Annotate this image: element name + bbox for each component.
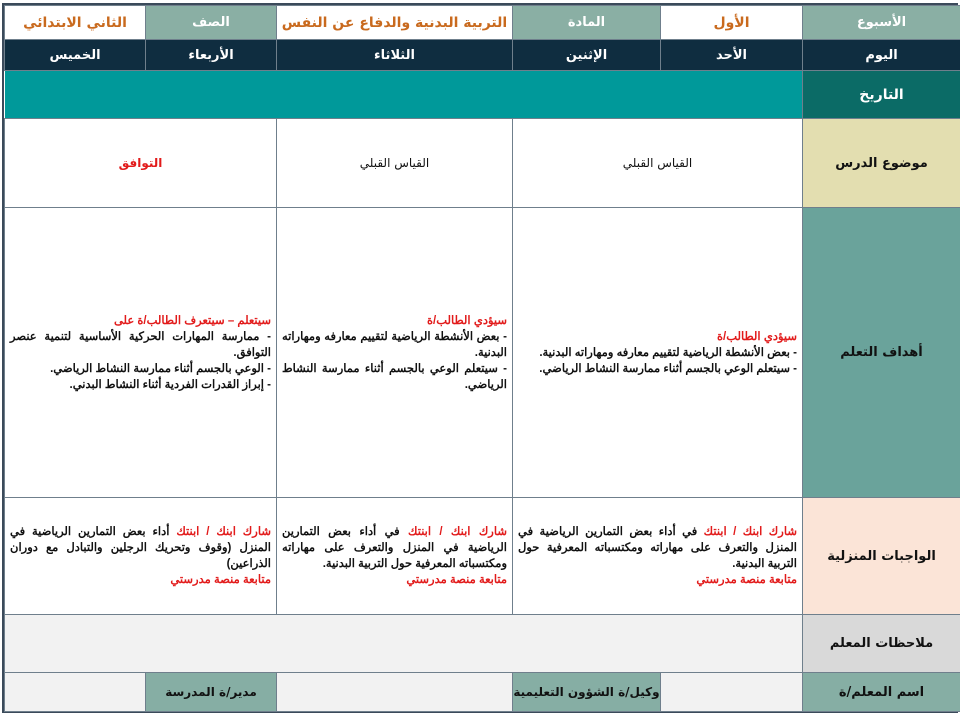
subject-value[interactable]: التربية البدنية والدفاع عن النفس — [277, 6, 513, 40]
homework-label: الواجبات المنزلية — [803, 498, 960, 615]
homework-sun-mon[interactable] — [513, 498, 803, 615]
homework-tuesday[interactable] — [277, 498, 513, 615]
date-row — [5, 71, 960, 119]
homework-text: في أداء بعض التمارين الرياضية في المنزل والتعرف على مهاراته ومكتسباته المعرفية حول التربية البدنية. — [282, 526, 507, 570]
notes-field[interactable] — [5, 615, 803, 673]
homework-follow: متابعة منصة مدرستي — [170, 574, 271, 586]
day-label: اليوم — [803, 40, 960, 71]
topic-sun-mon[interactable]: القياس القبلي — [513, 119, 803, 208]
goal-item: - سيتعلم الوعي بالجسم أثناء ممارسة النشاط الرياضي. — [282, 362, 507, 391]
goal-item: - الوعي بالجسم أثناء ممارسة النشاط الرياضي. — [50, 362, 271, 375]
deputy-label: وكيل/ة الشؤون التعليمية — [513, 673, 661, 712]
homework-follow: متابعة منصة مدرستي — [696, 574, 797, 586]
topic-tuesday[interactable]: القياس القبلي — [277, 119, 513, 208]
topic-row — [5, 119, 960, 208]
teacher-name-label: اسم المعلم/ة — [803, 673, 960, 712]
homework-follow: متابعة منصة مدرستي — [406, 574, 507, 586]
date-field[interactable] — [5, 71, 803, 119]
lesson-plan-sheet — [2, 3, 958, 713]
header-row — [5, 6, 960, 40]
notes-label: ملاحظات المعلم — [803, 615, 960, 673]
homework-lead: شارك ابنك / ابنتك — [703, 526, 797, 538]
day-tuesday: الثلاثاء — [277, 40, 513, 71]
goals-row — [5, 208, 960, 498]
deputy-field[interactable] — [277, 673, 513, 712]
homework-lead: شارك ابنك / ابنتك — [176, 526, 271, 538]
homework-text: أداء بعض التمارين الرياضية في المنزل (وقوف وتحريك الرجلين والتبادل مع دوران الذراعين) — [10, 526, 271, 570]
goals-tuesday[interactable] — [277, 208, 513, 498]
day-monday: الإثنين — [513, 40, 661, 71]
grade-label: الصف — [146, 6, 277, 40]
grade-value[interactable]: الثاني الابتدائي — [5, 6, 146, 40]
principal-field[interactable] — [5, 673, 146, 712]
goal-item: - بعض الأنشطة الرياضية لتقييم معارفه ومهاراته البدنية. — [539, 346, 797, 359]
notes-row — [5, 615, 960, 673]
principal-label: مدير/ة المدرسة — [146, 673, 277, 712]
homework-lead: شارك ابنك / ابنتك — [408, 526, 507, 538]
homework-wed-thu[interactable] — [5, 498, 277, 615]
teacher-name-field[interactable] — [661, 673, 803, 712]
weekly-plan-table — [4, 5, 960, 712]
date-label: التاريخ — [803, 71, 960, 119]
day-thursday: الخميس — [5, 40, 146, 71]
topic-label: موضوع الدرس — [803, 119, 960, 208]
week-label: الأسبوع — [803, 6, 960, 40]
goal-item: - ممارسة المهارات الحركية الأساسية لتنمية عنصر التوافق. — [10, 330, 271, 359]
goals-sun-mon[interactable] — [513, 208, 803, 498]
goals-heading: سيؤدي الطالب/ة — [426, 314, 507, 327]
days-row — [5, 40, 960, 71]
goal-item: - بعض الأنشطة الرياضية لتقييم معارفه ومهاراته البدنية. — [282, 330, 507, 359]
goals-label: أهداف التعلم — [803, 208, 960, 498]
goals-wed-thu[interactable] — [5, 208, 277, 498]
day-wednesday: الأربعاء — [146, 40, 277, 71]
homework-row — [5, 498, 960, 615]
goal-item: - سيتعلم الوعي بالجسم أثناء ممارسة النشاط الرياضي. — [539, 362, 797, 375]
homework-text: في أداء بعض التمارين الرياضية في المنزل والتعرف على مهاراته ومكتسباته المعرفية حول التربية البدنية. — [518, 526, 797, 570]
goals-heading: سيؤدي الطالب/ة — [716, 330, 797, 343]
day-sunday: الأحد — [661, 40, 803, 71]
goals-heading: سيتعلم – سيتعرف الطالب/ة على — [113, 314, 271, 327]
signature-row — [5, 673, 960, 712]
week-value[interactable]: الأول — [661, 6, 803, 40]
subject-label: المادة — [513, 6, 661, 40]
goal-item: - إبراز القدرات الفردية أثناء النشاط البدني. — [69, 378, 271, 391]
topic-wed-thu[interactable]: التوافق — [5, 119, 277, 208]
